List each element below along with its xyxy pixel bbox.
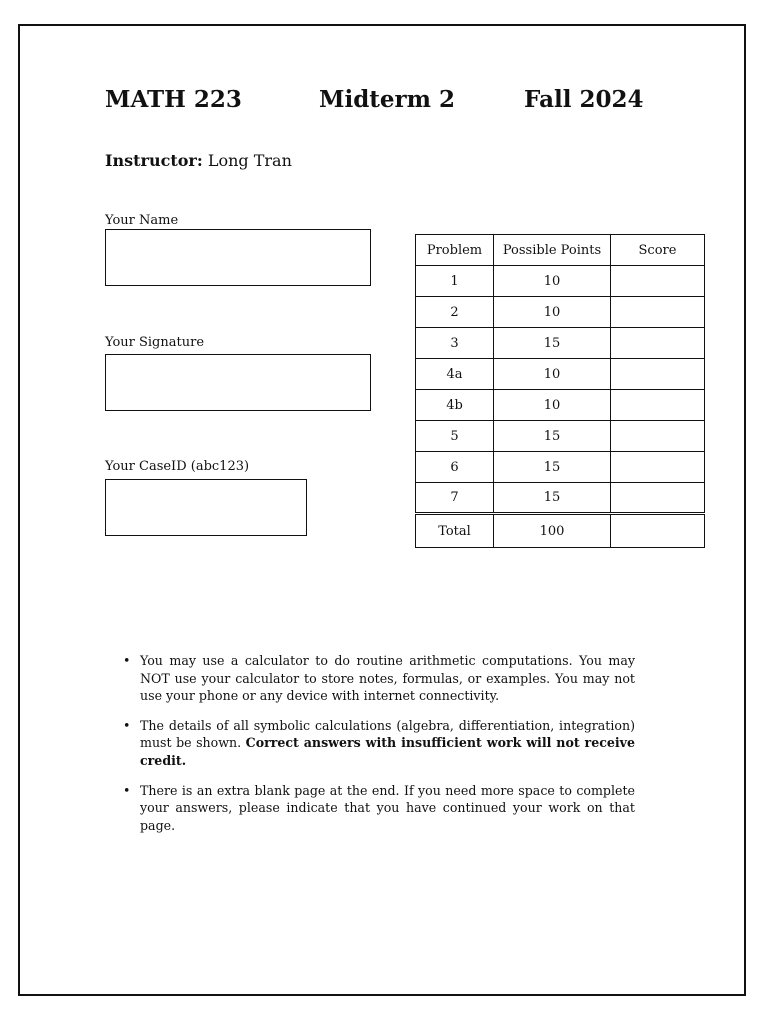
instructor-line: [105, 151, 292, 170]
problem-number: 1: [416, 266, 494, 297]
total-row: [416, 514, 705, 548]
exam-title: Midterm 2: [319, 86, 456, 113]
score-cell[interactable]: [611, 297, 705, 328]
score-table-header-row: [416, 235, 705, 266]
table-row: [416, 452, 705, 483]
table-row: [416, 390, 705, 421]
name-field-label: Your Name: [105, 213, 179, 228]
problem-number: 6: [416, 452, 494, 483]
score-cell[interactable]: [611, 483, 705, 514]
possible-points: 10: [494, 390, 611, 421]
possible-points: 10: [494, 359, 611, 390]
problem-number: 2: [416, 297, 494, 328]
caseid-field-label: Your CaseID (abc123): [105, 459, 250, 474]
possible-points-header: Possible Points: [494, 235, 611, 266]
score-header: Score: [611, 235, 705, 266]
bullet-icon: •: [123, 782, 131, 798]
score-cell[interactable]: [611, 421, 705, 452]
list-item: [123, 717, 635, 770]
instruction-text: You may use a calculator to do routine arithmetic computations. You may NOT use your calculator to store notes, formulas, or examples. You may not use your phone or any device with internet connectivity.: [140, 653, 635, 704]
course-title: MATH 223: [105, 86, 242, 113]
instruction-text: There is an extra blank page at the end. If you need more space to complete your answers, please indicate that you have continued your work on that page.: [140, 782, 635, 833]
problem-number: 4a: [416, 359, 494, 390]
possible-points: 15: [494, 483, 611, 514]
table-row: [416, 297, 705, 328]
possible-points: 15: [494, 452, 611, 483]
score-cell[interactable]: [611, 452, 705, 483]
possible-points: 15: [494, 328, 611, 359]
score-cell[interactable]: [611, 359, 705, 390]
total-points: 100: [494, 514, 611, 548]
list-item: [123, 782, 635, 835]
score-cell[interactable]: [611, 328, 705, 359]
possible-points: 15: [494, 421, 611, 452]
bullet-icon: •: [123, 717, 131, 733]
table-row: [416, 421, 705, 452]
score-table: [415, 234, 705, 548]
problem-number: 4b: [416, 390, 494, 421]
problem-header: Problem: [416, 235, 494, 266]
term-title: Fall 2024: [524, 86, 644, 113]
bullet-icon: •: [123, 653, 131, 668]
table-row: [416, 328, 705, 359]
table-row: [416, 483, 705, 514]
instruction-emphasis: Correct answers with insufficient work will not receive credit.: [140, 735, 635, 768]
problem-number: 5: [416, 421, 494, 452]
instructor-name: Long Tran: [207, 151, 292, 170]
instructions-list: [123, 652, 635, 846]
score-cell[interactable]: [611, 266, 705, 297]
name-field-box[interactable]: [105, 229, 371, 286]
problem-number: 7: [416, 483, 494, 514]
signature-field-label: Your Signature: [105, 335, 205, 350]
possible-points: 10: [494, 266, 611, 297]
score-cell[interactable]: [611, 390, 705, 421]
possible-points: 10: [494, 297, 611, 328]
list-item: [123, 652, 635, 705]
total-label: Total: [416, 514, 494, 548]
table-row: [416, 266, 705, 297]
table-row: [416, 359, 705, 390]
caseid-field-box[interactable]: [105, 479, 307, 536]
instructor-label: Instructor:: [105, 151, 203, 170]
signature-field-box[interactable]: [105, 354, 371, 411]
instruction-text: The details of all symbolic calculations (algebra, differentiation, integration) must be shown.: [140, 717, 635, 751]
problem-number: 3: [416, 328, 494, 359]
total-score-cell[interactable]: [611, 514, 705, 548]
